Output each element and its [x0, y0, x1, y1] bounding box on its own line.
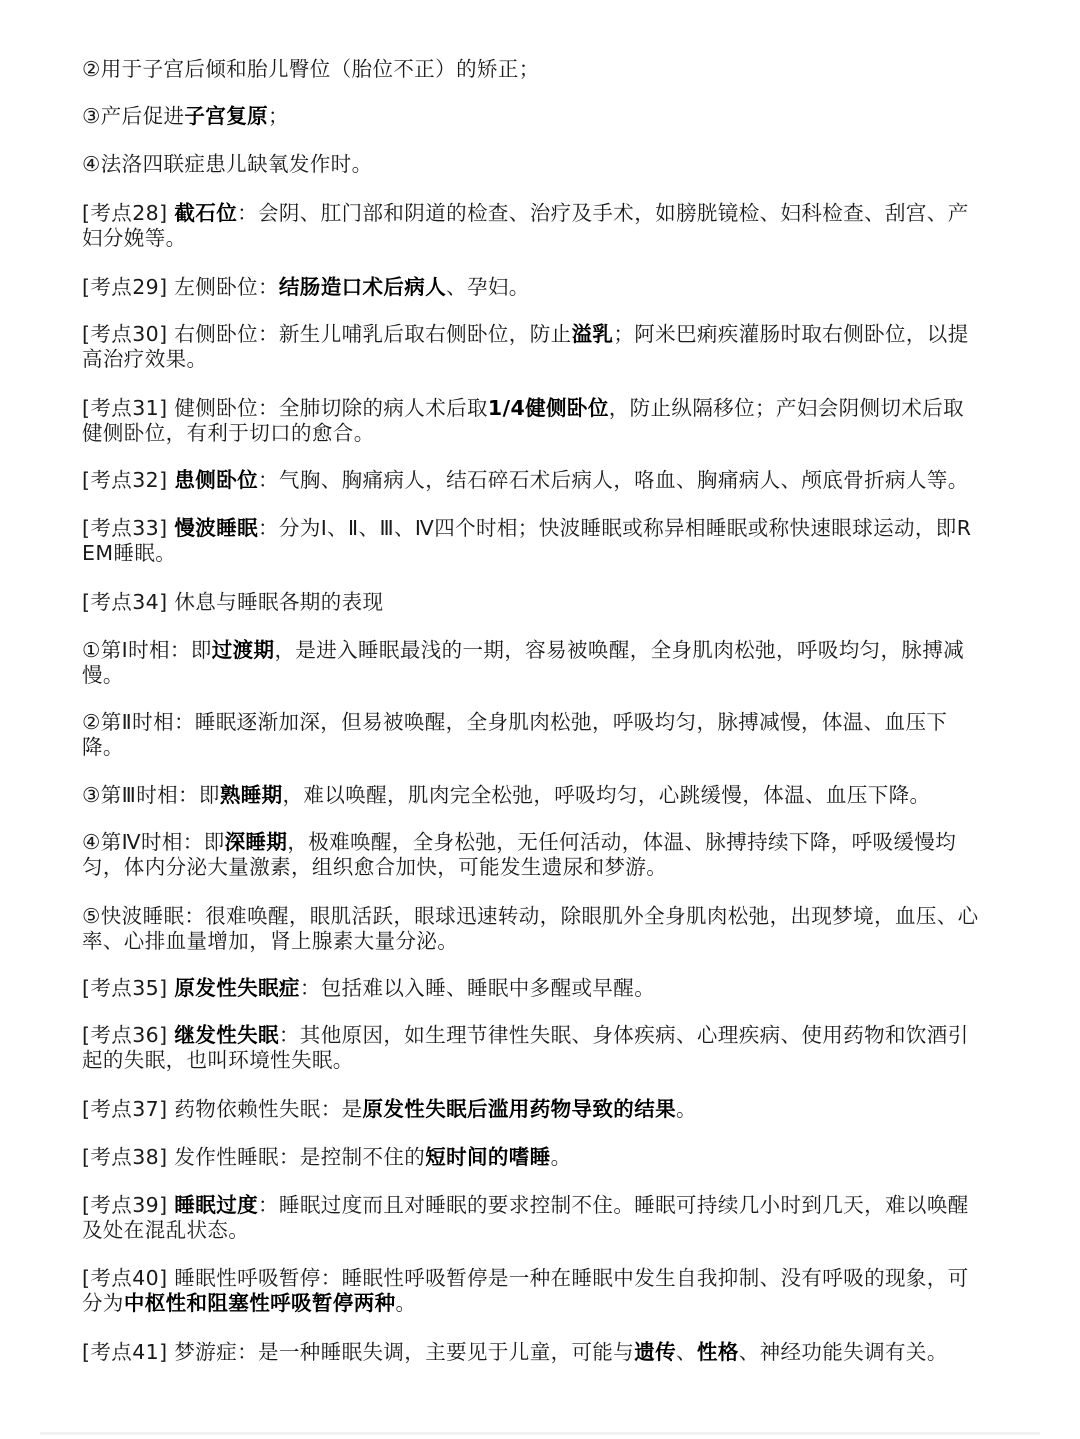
text-run: ②第Ⅱ时相：睡眠逐渐加深，但易被唤醒，全身肌肉松弛，呼吸均匀，脉搏减慢，体温、血压下降。: [82, 710, 948, 759]
bold-text: 熟睡期: [219, 783, 283, 807]
bold-text: 原发性失眠症: [174, 976, 300, 1000]
text-run: ①第Ⅰ时相：即: [82, 638, 212, 662]
text-run: 、孕妇。: [446, 275, 530, 299]
bold-text: 睡眠过度: [174, 1193, 259, 1217]
text-run: ：分为Ⅰ、Ⅱ、Ⅲ、Ⅳ四个时相；快波睡眠或称异相睡眠或称快速眼球运动，即REM睡眠。: [82, 516, 972, 565]
paragraph: [82, 976, 982, 1001]
bold-text: 截石位: [174, 201, 238, 225]
paragraph: [82, 590, 982, 615]
bold-text: 性格: [696, 1340, 739, 1364]
bold-text: 短时间的嗜睡: [425, 1145, 551, 1169]
text-run: ；: [268, 104, 289, 128]
paragraph: [82, 396, 982, 446]
text-run: [考点31] 健侧卧位：全肺切除的病人术后取: [82, 396, 488, 420]
text-run: [考点37] 药物依赖性失眠：是: [82, 1097, 363, 1121]
text-run: [考点30] 右侧卧位：新生儿哺乳后取右侧卧位，防止: [82, 322, 572, 346]
text-run: ：会阴、肛门部和阴道的检查、治疗及手术，如膀胱镜检、妇科检查、刮宫、产妇分娩等。: [82, 201, 969, 250]
bold-text: 慢波睡眠: [174, 516, 259, 540]
bold-text: 结肠造口术后病人: [278, 275, 447, 299]
text-run: [考点38] 发作性睡眠：是控制不住的: [82, 1145, 426, 1169]
text-run: [考点29] 左侧卧位：: [82, 275, 279, 299]
text-run: ，防止纵隔移位；产妇会阴侧切术后取健侧卧位，有利于切口的愈合。: [82, 396, 965, 445]
text-run: [考点33]: [82, 516, 175, 540]
text-run: ，难以唤醒，肌肉完全松弛，呼吸均匀，心跳缓慢，体温、血压下降。: [282, 783, 931, 807]
paragraph: [82, 1097, 982, 1122]
paragraph: [82, 1266, 982, 1316]
text-run: ⑤快波睡眠：很难唤醒，眼肌活跃，眼球迅速转动，除眼肌外全身肌肉松弛，出现梦境，血压、心率、心排血量增加，肾上腺素大量分泌。: [82, 904, 979, 953]
text-run: 、神经功能失调有关。: [738, 1340, 948, 1364]
text-run: ，是进入睡眠最浅的一期，容易被唤醒，全身肌肉松弛，呼吸均匀，脉搏减慢。: [82, 638, 965, 687]
text-run: ③产后促进: [82, 104, 185, 128]
text-run: ②用于子宫后倾和胎儿臀位（胎位不正）的矫正；: [82, 57, 540, 81]
bold-text: 子宫复原: [184, 104, 268, 128]
paragraph: [82, 710, 982, 760]
paragraph: [82, 468, 982, 493]
text-run: ：其他原因，如生理节律性失眠、身体疾病、心理疾病、使用药物和饮酒引起的失眠，也叫环境性失眠。: [82, 1023, 969, 1072]
text-run: ：气胸、胸痛病人，结石碎石术后病人，咯血、胸痛病人、颅底骨折病人等。: [258, 468, 969, 492]
text-run: ：睡眠过度而且对睡眠的要求控制不住。睡眠可持续几小时到几天，难以唤醒及处在混乱状态。: [82, 1193, 969, 1242]
bold-text: 原发性失眠后滥用药物导致的结果: [362, 1097, 676, 1121]
bold-text: 1/4健侧卧位: [487, 396, 609, 420]
text-run: 。: [550, 1145, 572, 1169]
paragraph: [82, 1193, 982, 1243]
paragraph: [82, 830, 982, 880]
text-run: [考点40] 睡眠性呼吸暂停：睡眠性呼吸暂停是一种在睡眠中发生自我抑制、没有呼吸的现象，可分为: [82, 1266, 969, 1315]
paragraph: [82, 1023, 982, 1073]
text-run: ，极难唤醒，全身松弛，无任何活动，体温、脉搏持续下降，呼吸缓慢均匀，体内分泌大量激素，组织愈合加快，可能发生遗尿和梦游。: [82, 830, 957, 879]
paragraph: [82, 57, 982, 82]
bold-text: 继发性失眠: [174, 1023, 279, 1047]
text-run: [考点34] 休息与睡眠各期的表现: [82, 590, 384, 614]
paragraph: [82, 104, 982, 129]
text-run: [考点28]: [82, 201, 175, 225]
paragraph: [82, 152, 982, 177]
bold-text: 溢乳: [571, 322, 614, 346]
text-run: [考点35]: [82, 976, 175, 1000]
paragraph: [82, 275, 982, 300]
bottom-divider: [40, 1432, 1040, 1435]
text-run: 。: [676, 1097, 697, 1121]
paragraph: [82, 322, 982, 372]
text-run: [考点39]: [82, 1193, 175, 1217]
text-run: 。: [395, 1291, 417, 1315]
bold-text: 中枢性和阻塞性呼吸暂停两种: [123, 1291, 396, 1315]
text-run: ；阿米巴痢疾灌肠时取右侧卧位，以提高治疗效果。: [82, 322, 969, 371]
paragraph: [82, 904, 982, 954]
text-run: ④法洛四联症患儿缺氧发作时。: [82, 152, 373, 176]
bold-text: 患侧卧位: [174, 468, 259, 492]
paragraph: [82, 638, 982, 688]
bold-text: 过渡期: [211, 638, 275, 662]
text-run: [考点36]: [82, 1023, 175, 1047]
text-run: ④第Ⅳ时相：即: [82, 830, 225, 854]
paragraph: [82, 1340, 982, 1365]
text-run: ：包括难以入睡、睡眠中多醒或早醒。: [299, 976, 656, 1000]
text-run: ③第Ⅲ时相：即: [82, 783, 220, 807]
paragraph: [82, 1145, 982, 1170]
paragraph: [82, 783, 982, 808]
text-run: [考点32]: [82, 468, 175, 492]
paragraph: [82, 516, 982, 566]
text-run: 、: [676, 1340, 697, 1364]
bold-text: 遗传: [634, 1340, 677, 1364]
paragraph: [82, 201, 982, 251]
bold-text: 深睡期: [224, 830, 288, 854]
text-run: [考点41] 梦游症：是一种睡眠失调，主要见于儿童，可能与: [82, 1340, 635, 1364]
